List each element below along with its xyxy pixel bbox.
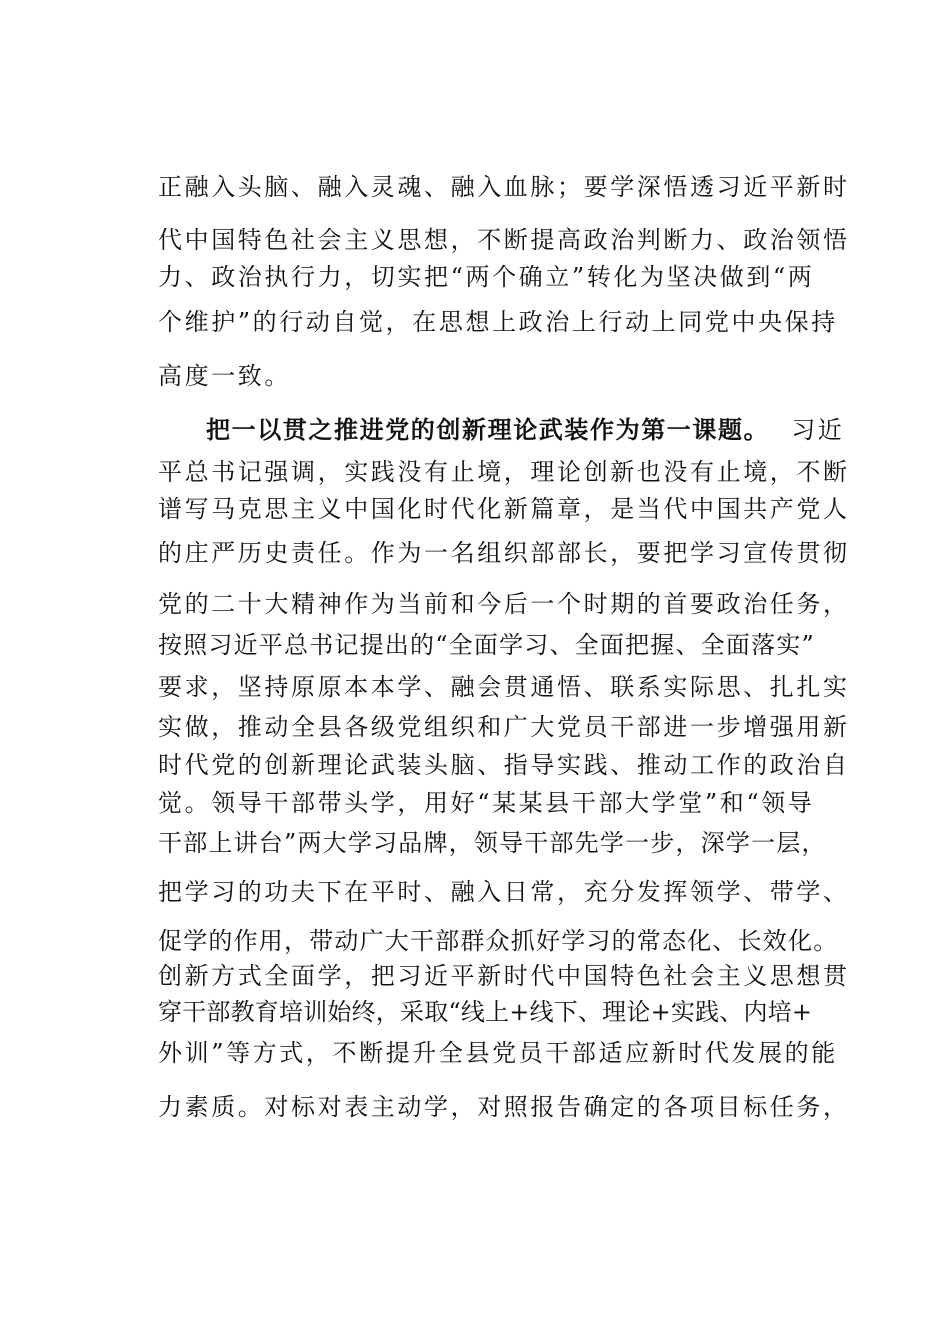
body-text-line: 高度一致。 bbox=[158, 362, 291, 390]
body-text-line: 创新方式全面学，把习近平新时代中国特色社会主义思想贯 bbox=[158, 962, 850, 990]
body-text-line: 时代党的创新理论武装头脑、指导实践、推动工作的政治自 bbox=[158, 751, 850, 779]
body-text-line: 穿干部教育培训始终，采取“线上+线下、理论+实践、内培+ bbox=[158, 998, 813, 1026]
body-text-line: 把学习的功夫下在平时、融入日常，充分发挥领学、带学、 bbox=[158, 878, 850, 906]
section-heading: 把一以贯之推进党的创新理论武装作为第一课题。 bbox=[206, 415, 770, 444]
body-text-line: 平总书记强调，实践没有止境，理论创新也没有止境，不断 bbox=[158, 458, 850, 486]
body-text-line: 要求，坚持原原本本学、融会贯通悟、联系实际思、扎扎实 bbox=[158, 673, 850, 701]
body-text-line: 干部上讲台”两大学习品牌，领导干部先学一步，深学一层， bbox=[158, 829, 827, 857]
body-text-line: 实做，推动全县各级党组织和广大党员干部进一步增强用新 bbox=[158, 713, 850, 741]
body-text-line: 外训”等方式，不断提升全县党员干部适应新时代发展的能 bbox=[158, 1039, 838, 1067]
body-text-line: 谱写马克思主义中国化时代化新篇章，是当代中国共产党人 bbox=[158, 495, 850, 523]
body-text-line: 按照习近平总书记提出的“全面学习、全面把握、全面落实” bbox=[158, 631, 815, 659]
body-text-line: 觉。领导干部带头学，用好“某某县干部大学堂”和“领导 bbox=[158, 789, 815, 817]
body-text-line: 党的二十大精神作为当前和今后一个时期的首要政治任务， bbox=[158, 590, 850, 618]
section-first-line bbox=[206, 413, 845, 447]
body-text-line: 力素质。对标对表主动学，对照报告确定的各项目标任务， bbox=[158, 1093, 850, 1121]
body-text-line: 力、政治执行力，切实把“两个确立”转化为坚决做到“两 bbox=[158, 263, 815, 291]
body-text-line: 个维护”的行动自觉，在思想上政治上行动上同党中央保持 bbox=[158, 308, 838, 336]
body-text-line: 促学的作用，带动广大干部群众抓好学习的常态化、长效化。 bbox=[158, 927, 839, 955]
body-text-line: 的庄严历史责任。作为一名组织部部长，要把学习宣传贯彻 bbox=[158, 539, 850, 567]
body-text-line: 正融入头脑、融入灵魂、融入血脉；要学深悟透习近平新时 bbox=[158, 173, 850, 201]
body-text-fragment: 习近 bbox=[791, 416, 845, 444]
body-text-line: 代中国特色社会主义思想，不断提高政治判断力、政治领悟 bbox=[158, 226, 850, 254]
